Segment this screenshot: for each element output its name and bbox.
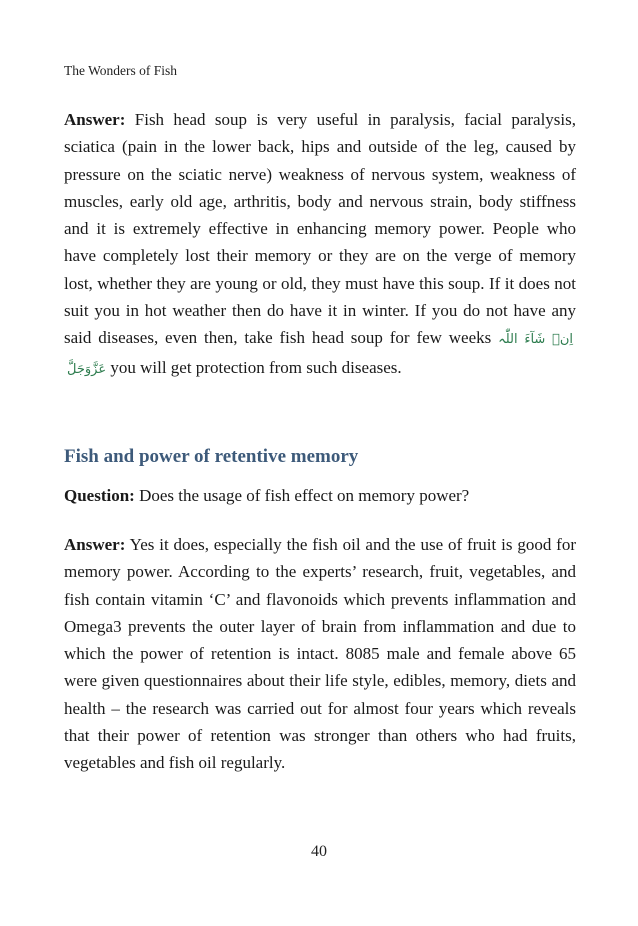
answer-paragraph-1 <box>64 106 576 383</box>
answer-label: Answer: <box>64 110 126 129</box>
answer-paragraph-2 <box>64 531 576 777</box>
question-label: Question: <box>64 486 135 505</box>
arabic-phrase: اِنۡ شَآءَ اللّٰہ عَزَّوَجَلَّ <box>67 332 574 377</box>
question-text: Does the usage of fish effect on memory power? <box>139 486 470 505</box>
answer-text-after: you will get protection from such diseases. <box>110 357 402 377</box>
question-paragraph <box>64 482 584 509</box>
section-heading: Fish and power of retentive memory <box>64 446 359 467</box>
page-number: 40 <box>311 843 327 860</box>
answer-text-2: Yes it does, especially the fish oil and the use of fruit is good for memory power. According to the experts’ research, fruit, vegetables, and fish contain vitamin ‘C’ and flavonoids which prevents inflammation and Omega3 prevents the outer layer of brain from inflammation and due to which the power of retention is intact. 8085 male and female above 65 were given questionnaires about their life style, edibles, memory, diets and health – the research was carried out for almost four years which reveals that their power of retention was stronger than others who had fruits, vegetables and fish oil regularly. <box>64 535 576 773</box>
answer-text-before: Fish head soup is very useful in paralysis, facial paralysis, sciatica (pain in the lower back, hips and outside of the leg, caused by pressure on the sciatic nerve) weakness of nervous system, weakness of muscles, early old age, arthritis, body and nervous strain, body stiffness and it is extremely effective in enhancing memory power. People who have completely lost their memory or they are on the verge of memory lost, whether they are young or old, they must have this soup. If it does not suit you in hot weather then do have it in winter. If you do not have any said diseases, even then, take fish head soup for few weeks <box>64 110 577 348</box>
answer-label-2: Answer: <box>64 535 126 554</box>
running-header: The Wonders of Fish <box>64 63 178 78</box>
